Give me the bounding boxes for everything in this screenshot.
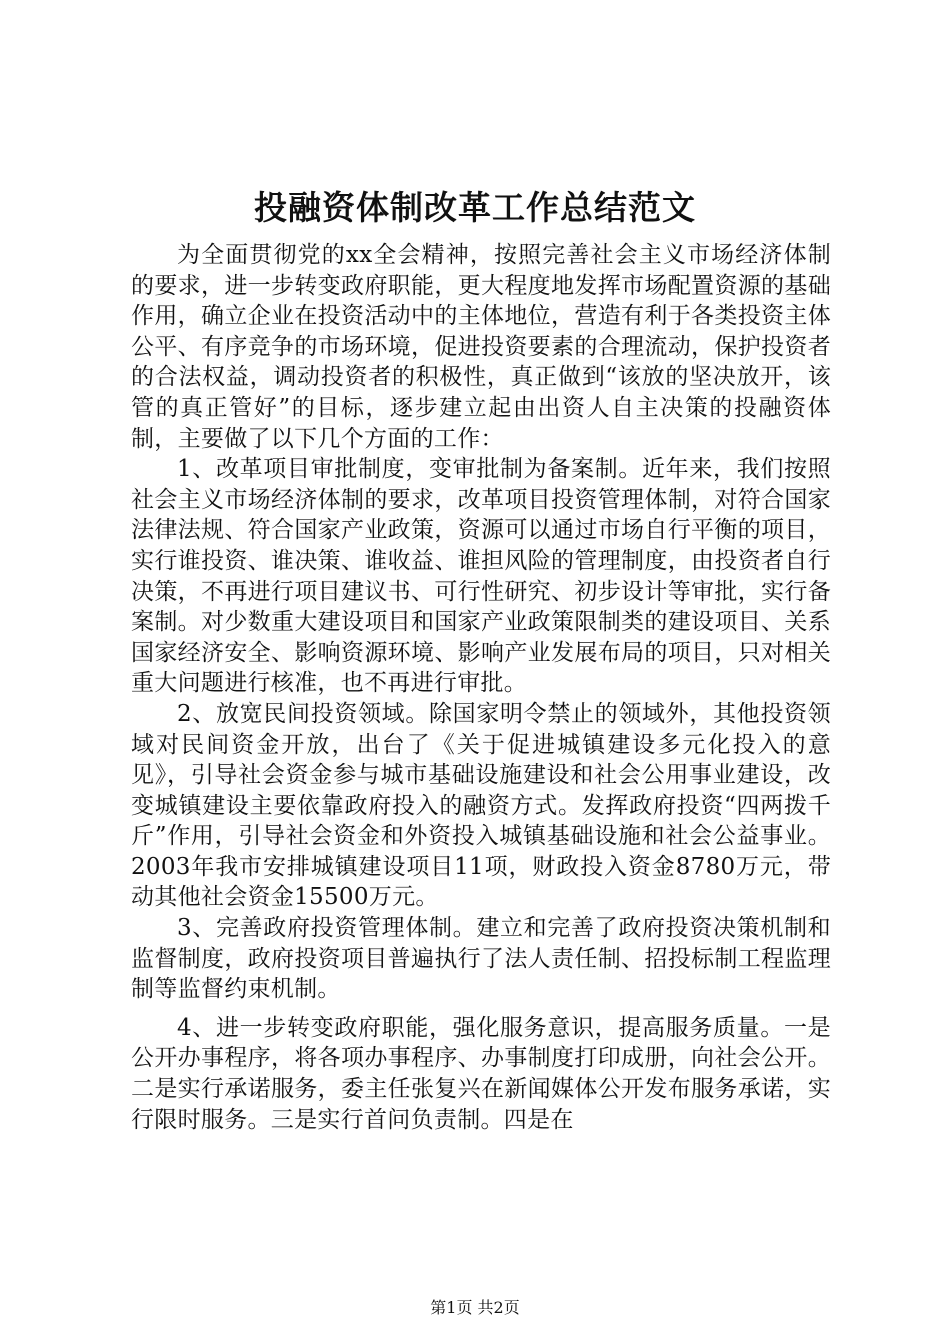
paragraph-item-1: 1、改革项目审批制度，变审批制为备案制。近年来，我们按照社会主义市场经济体制的要求，改革项目投资管理体制，对符合国家法律法规、符合国家产业政策，资源可以通过市场自行平衡的项目，实行谁投资、谁决策、谁收益、谁担风险的管理制度，由投资者自行决策，不再进行项目建议书、可行性研究、初步设计等审批，实行备案制。对少数重大建设项目和国家产业政策限制类的建设项目、关系国家经济安全、影响资源环境、影响产业发展布局的项目，只对相关重大问题进行核准，也不再进行审批。 xyxy=(131,456,831,697)
page-number: 第1页 共2页 xyxy=(430,1298,520,1317)
paragraph-item-2: 2、放宽民间投资领域。除国家明令禁止的领域外，其他投资领域对民间资金开放，出台了《关于促进城镇建设多元化投入的意见》，引导社会资金参与城市基础设施建设和社会公用事业建设，改变城镇建设主要依靠政府投入的融资方式。发挥政府投资“四两拨千斤”作用，引导社会资金和外资投入城镇基础设施和社会公益事业。2003年我市安排城镇建设项目11项，财政投入资金8780万元，带动其他社会资金15500万元。 xyxy=(131,700,831,911)
document-title: 投融资体制改革工作总结范文 xyxy=(254,188,696,227)
paragraph-item-4: 4、进一步转变政府职能，强化服务意识，提高服务质量。一是公开办事程序，将各项办事程序、办事制度打印成册，向社会公开。二是实行承诺服务，委主任张复兴在新闻媒体公开发布服务承诺，实行限时服务。三是实行首问负责制。四是在 xyxy=(131,1014,831,1133)
paragraph-item-3: 3、完善政府投资管理体制。建立和完善了政府投资决策机制和监督制度，政府投资项目普遍执行了法人责任制、招投标制工程监理制等监督约束机制。 xyxy=(131,915,831,1003)
intro-paragraph: 为全面贯彻党的xx全会精神，按照完善社会主义市场经济体制的要求，进一步转变政府职能，更大程度地发挥市场配置资源的基础作用，确立企业在投资活动中的主体地位，营造有利于各类投资主体公平、有序竞争的市场环境，促进投资要素的合理流动，保护投资者的合法权益，调动投资者的积极性，真正做到“该放的坚决放开，该管的真正管好”的目标，逐步建立起由出资人自主决策的投融资体制，主要做了以下几个方面的工作： xyxy=(131,242,831,452)
document-body xyxy=(131,240,831,1135)
page-footer xyxy=(0,1296,950,1320)
